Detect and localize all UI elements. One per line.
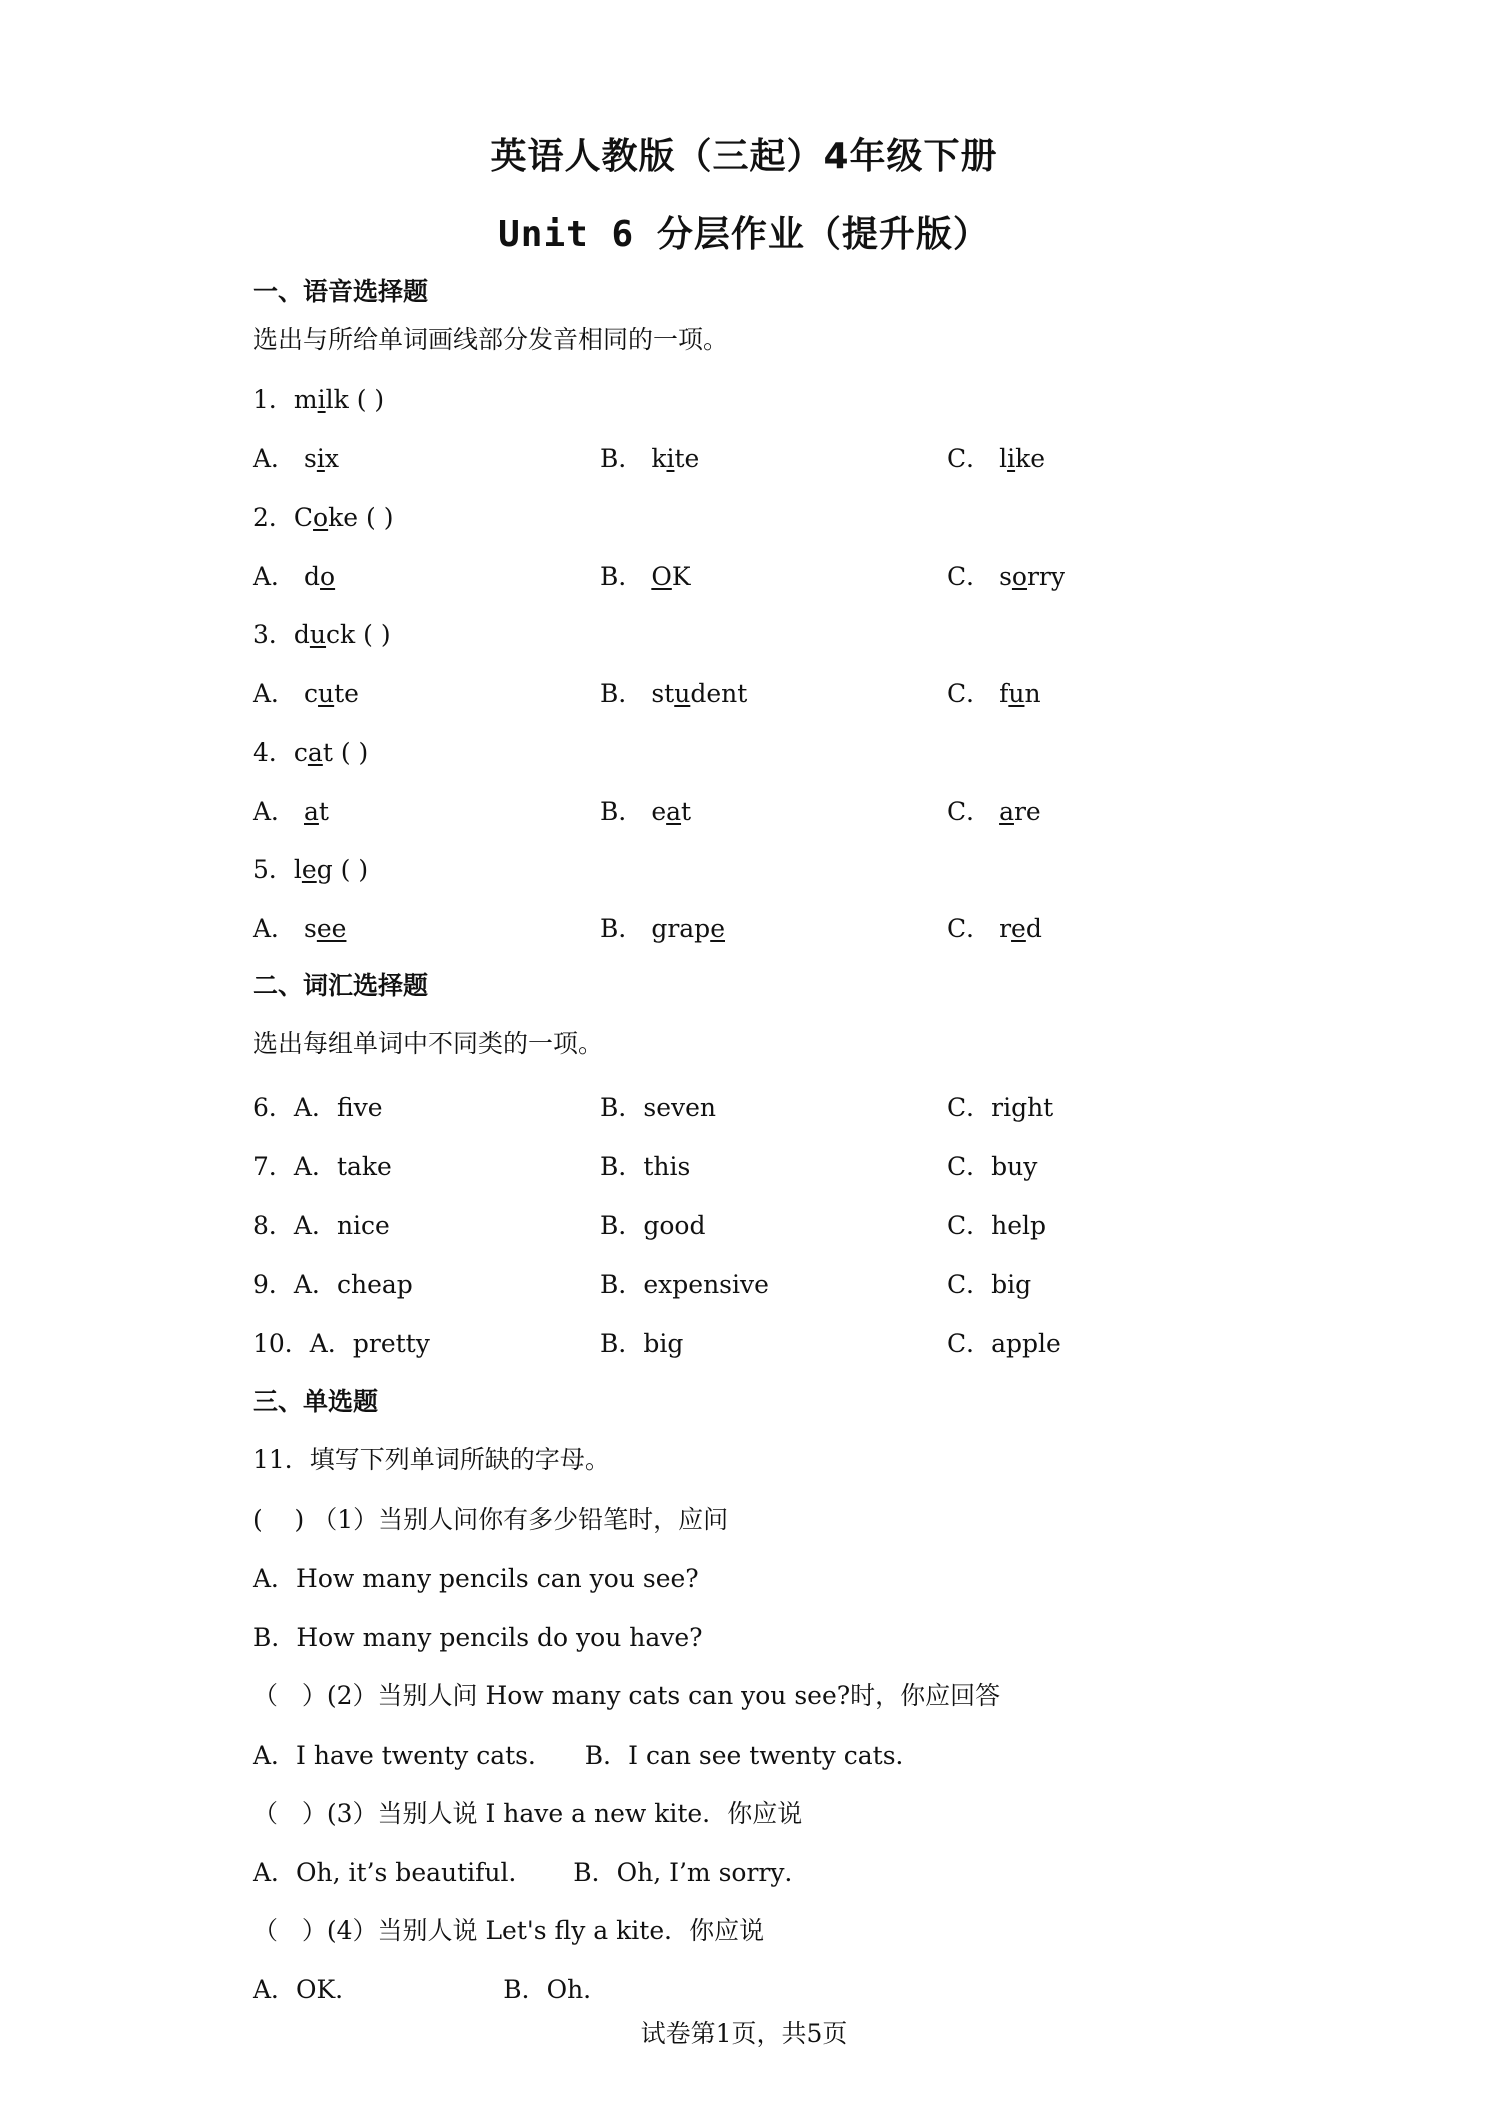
- answer-option: B． student: [600, 679, 748, 708]
- answer-option: A． see: [253, 914, 347, 943]
- underlined-letters: o: [1011, 562, 1027, 591]
- document-subtitle: [0, 206, 1488, 257]
- question-line: B．How many pencils do you have?: [253, 1623, 703, 1652]
- underlined-letters: a: [666, 797, 682, 826]
- question-line: A．Oh, it’s beautiful． B．Oh, I’m sorry．: [253, 1858, 810, 1887]
- underlined-letters: i: [317, 385, 326, 414]
- answer-option: B． grape: [600, 914, 725, 943]
- page-footer: 试卷第1页，共5页: [640, 2019, 848, 2048]
- answer-option: C．buy: [947, 1152, 1038, 1181]
- section-instruction: 选出每组单词中不同类的一项。: [253, 1029, 604, 1058]
- underlined-letters: ee: [316, 914, 347, 943]
- document-title: 英语人教版（三起）4年级下册: [490, 136, 998, 177]
- underlined-letters: i: [1007, 444, 1016, 473]
- answer-option: C． are: [947, 797, 1041, 826]
- underlined-letters: u: [674, 679, 691, 708]
- answer-option: C．apple: [947, 1329, 1061, 1358]
- question-line: （ ）(4）当别人说 Let's fly a kite．你应说: [253, 1916, 765, 1945]
- answer-option: A． cute: [253, 679, 359, 708]
- answer-option: A． at: [253, 797, 329, 826]
- answer-option: 7．A．take: [253, 1152, 392, 1181]
- answer-option: B．expensive: [600, 1270, 769, 1299]
- question-stem: 3．duck ( ): [253, 620, 391, 649]
- underlined-letters: e: [301, 855, 317, 884]
- answer-option: B． eat: [600, 797, 692, 826]
- question-line: A．How many pencils can you see?: [253, 1564, 699, 1593]
- question-line: （ ）(3）当别人说 I have a new kite．你应说: [253, 1799, 803, 1828]
- answer-option: C． fun: [947, 679, 1041, 708]
- answer-option: B．big: [600, 1329, 684, 1358]
- section-instruction: 选出与所给单词画线部分发音相同的一项。: [253, 325, 729, 354]
- section-heading: 二、词汇选择题: [253, 971, 429, 1000]
- answer-option: B． OK: [600, 562, 691, 591]
- underlined-letters: O: [651, 562, 672, 591]
- answer-option: B．seven: [600, 1093, 717, 1122]
- question-line: A．I have twenty cats． B．I can see twenty cats．: [253, 1741, 921, 1770]
- question-line: ( ) （1）当别人问你有多少铅笔时，应问: [253, 1505, 729, 1534]
- question-stem: 4．cat ( ): [253, 738, 369, 767]
- answer-option: B． kite: [600, 444, 700, 473]
- underlined-letters: a: [304, 797, 319, 826]
- question-stem: 1．milk ( ): [253, 385, 385, 414]
- question-stem: 5．leg ( ): [253, 855, 369, 884]
- subtitle-unit: Unit 6: [498, 214, 657, 255]
- question-stem: 2．Coke ( ): [253, 503, 394, 532]
- underlined-letters: e: [1011, 914, 1026, 943]
- underlined-letters: o: [320, 562, 336, 591]
- answer-option: C．help: [947, 1211, 1047, 1240]
- section-heading: 三、单选题: [253, 1387, 379, 1416]
- underlined-letters: i: [666, 444, 675, 473]
- underlined-letters: u: [309, 620, 327, 649]
- answer-option: B．this: [600, 1152, 691, 1181]
- answer-option: C．big: [947, 1270, 1032, 1299]
- answer-option: A． six: [253, 444, 339, 473]
- underlined-letters: u: [318, 679, 335, 708]
- answer-option: C． like: [947, 444, 1046, 473]
- section-heading: 一、语音选择题: [253, 277, 429, 306]
- answer-option: A． do: [253, 562, 336, 591]
- answer-option: B．good: [600, 1211, 706, 1240]
- question-line: A．OK． B．Oh．: [253, 1975, 609, 2004]
- answer-option: 10．A．pretty: [253, 1329, 430, 1358]
- question-line: 11．填写下列单词所缺的字母。: [253, 1445, 610, 1474]
- answer-option: 6．A．five: [253, 1093, 383, 1122]
- underlined-letters: o: [313, 503, 329, 532]
- question-line: （ ）(2）当别人问 How many cats can you see?时，你应回答: [253, 1681, 1001, 1710]
- underlined-letters: e: [710, 914, 725, 943]
- answer-option: C． red: [947, 914, 1042, 943]
- answer-option: 8．A．nice: [253, 1211, 390, 1240]
- answer-option: C．right: [947, 1093, 1054, 1122]
- subtitle-text: 分层作业（提升版）: [656, 214, 990, 255]
- underlined-letters: a: [307, 738, 323, 767]
- underlined-letters: i: [316, 444, 325, 473]
- answer-option: C． sorry: [947, 562, 1066, 591]
- underlined-letters: a: [999, 797, 1014, 826]
- answer-option: 9．A．cheap: [253, 1270, 413, 1299]
- underlined-letters: u: [1008, 679, 1025, 708]
